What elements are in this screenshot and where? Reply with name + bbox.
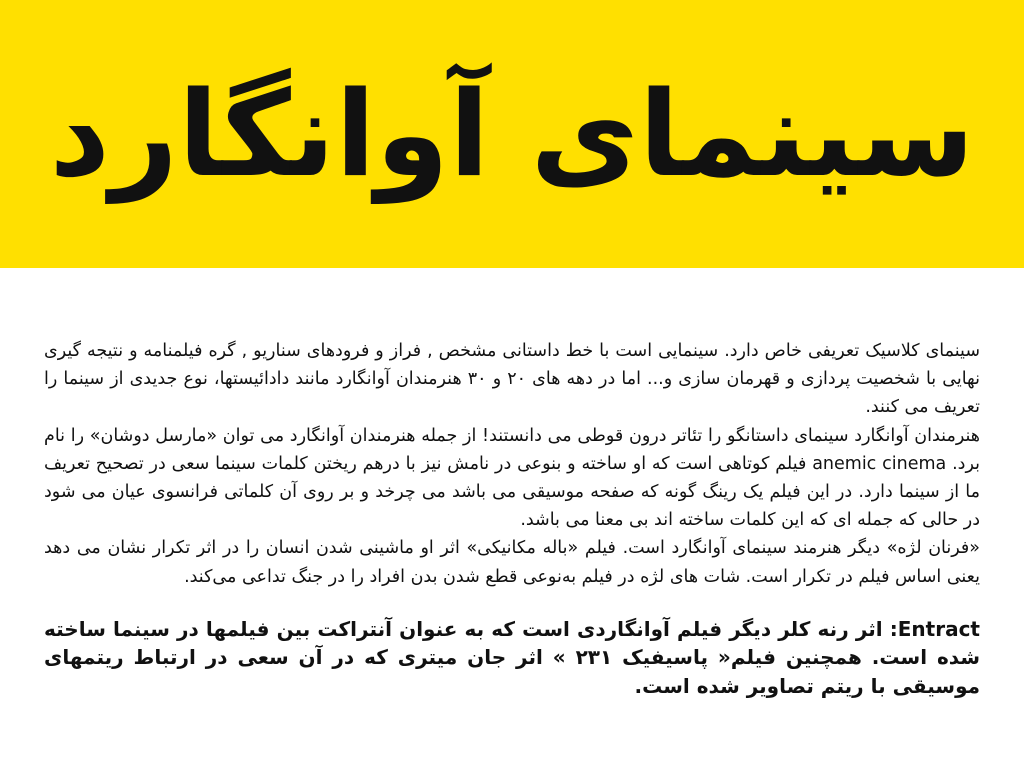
paragraph-classic-cinema: سینمای کلاسیک تعریفی خاص دارد. سینمایی است با خط داستانی مشخص , فراز و فرودهای سناریو , گره فیلمنامه و نتیجه گیری نهایی با شخصیت پردازی و قهرمان سازی و... اما در دهه های ۲۰ و ۳۰ هنرمندان آوانگارد مانند دادائیستها، نوع جدیدی از سینما را تعریف می کنند. xyxy=(44,341,980,418)
paragraph-duchamp: هنرمندان آوانگارد سینمای داستانگو را تئاتر درون قوطی می دانستند! از جمله هنرمندان آوانگارد می توان «مارسل دوشان» را نام برد. anemic cinema فیلم کوتاهی است که او ساخته و بنوعی در نامش نیز با درهم ریختن کلمات سینما سعی در تصحیح تعریف ما از سینما دارد. در این فیلم یک رینگ گونه که صفحه موسیقی می باشد می چرخد و بر روی آن کلماتی فرانسوی عیان می شود در حالی که جمله ای که این کلمات ساخته اند بی معنا می باشد. xyxy=(44,425,980,531)
paragraph-leger: «فرنان لژه» دیگر هنرمند سینمای آوانگارد است. فیلم «باله مکانیکی» اثر او ماشینی شدن انسان را در اثر تکرار نشان می دهد یعنی اساس فیلم در تکرار است. شات های لژه در فیلم به‌نوعی قطع شدن بدن افراد را در جنگ تداعی می‌کند. xyxy=(44,538,980,587)
title-banner xyxy=(0,0,1024,268)
article-body xyxy=(44,337,980,700)
paragraph-entract-highlight: Entract: اثر رنه کلر دیگر فیلم آوانگاردی است که به عنوان آنتراکت بین فیلمها در سینما ساخته شده است. همچنین فیلم« پاسیفیک ۲۳۱ » اثر جان میتری که در آن سعی در ارتباط ریتمهای موسیقی با ریتم تصاویر شده است. xyxy=(44,616,980,698)
page-title: سینمای آوانگارد xyxy=(49,65,975,203)
